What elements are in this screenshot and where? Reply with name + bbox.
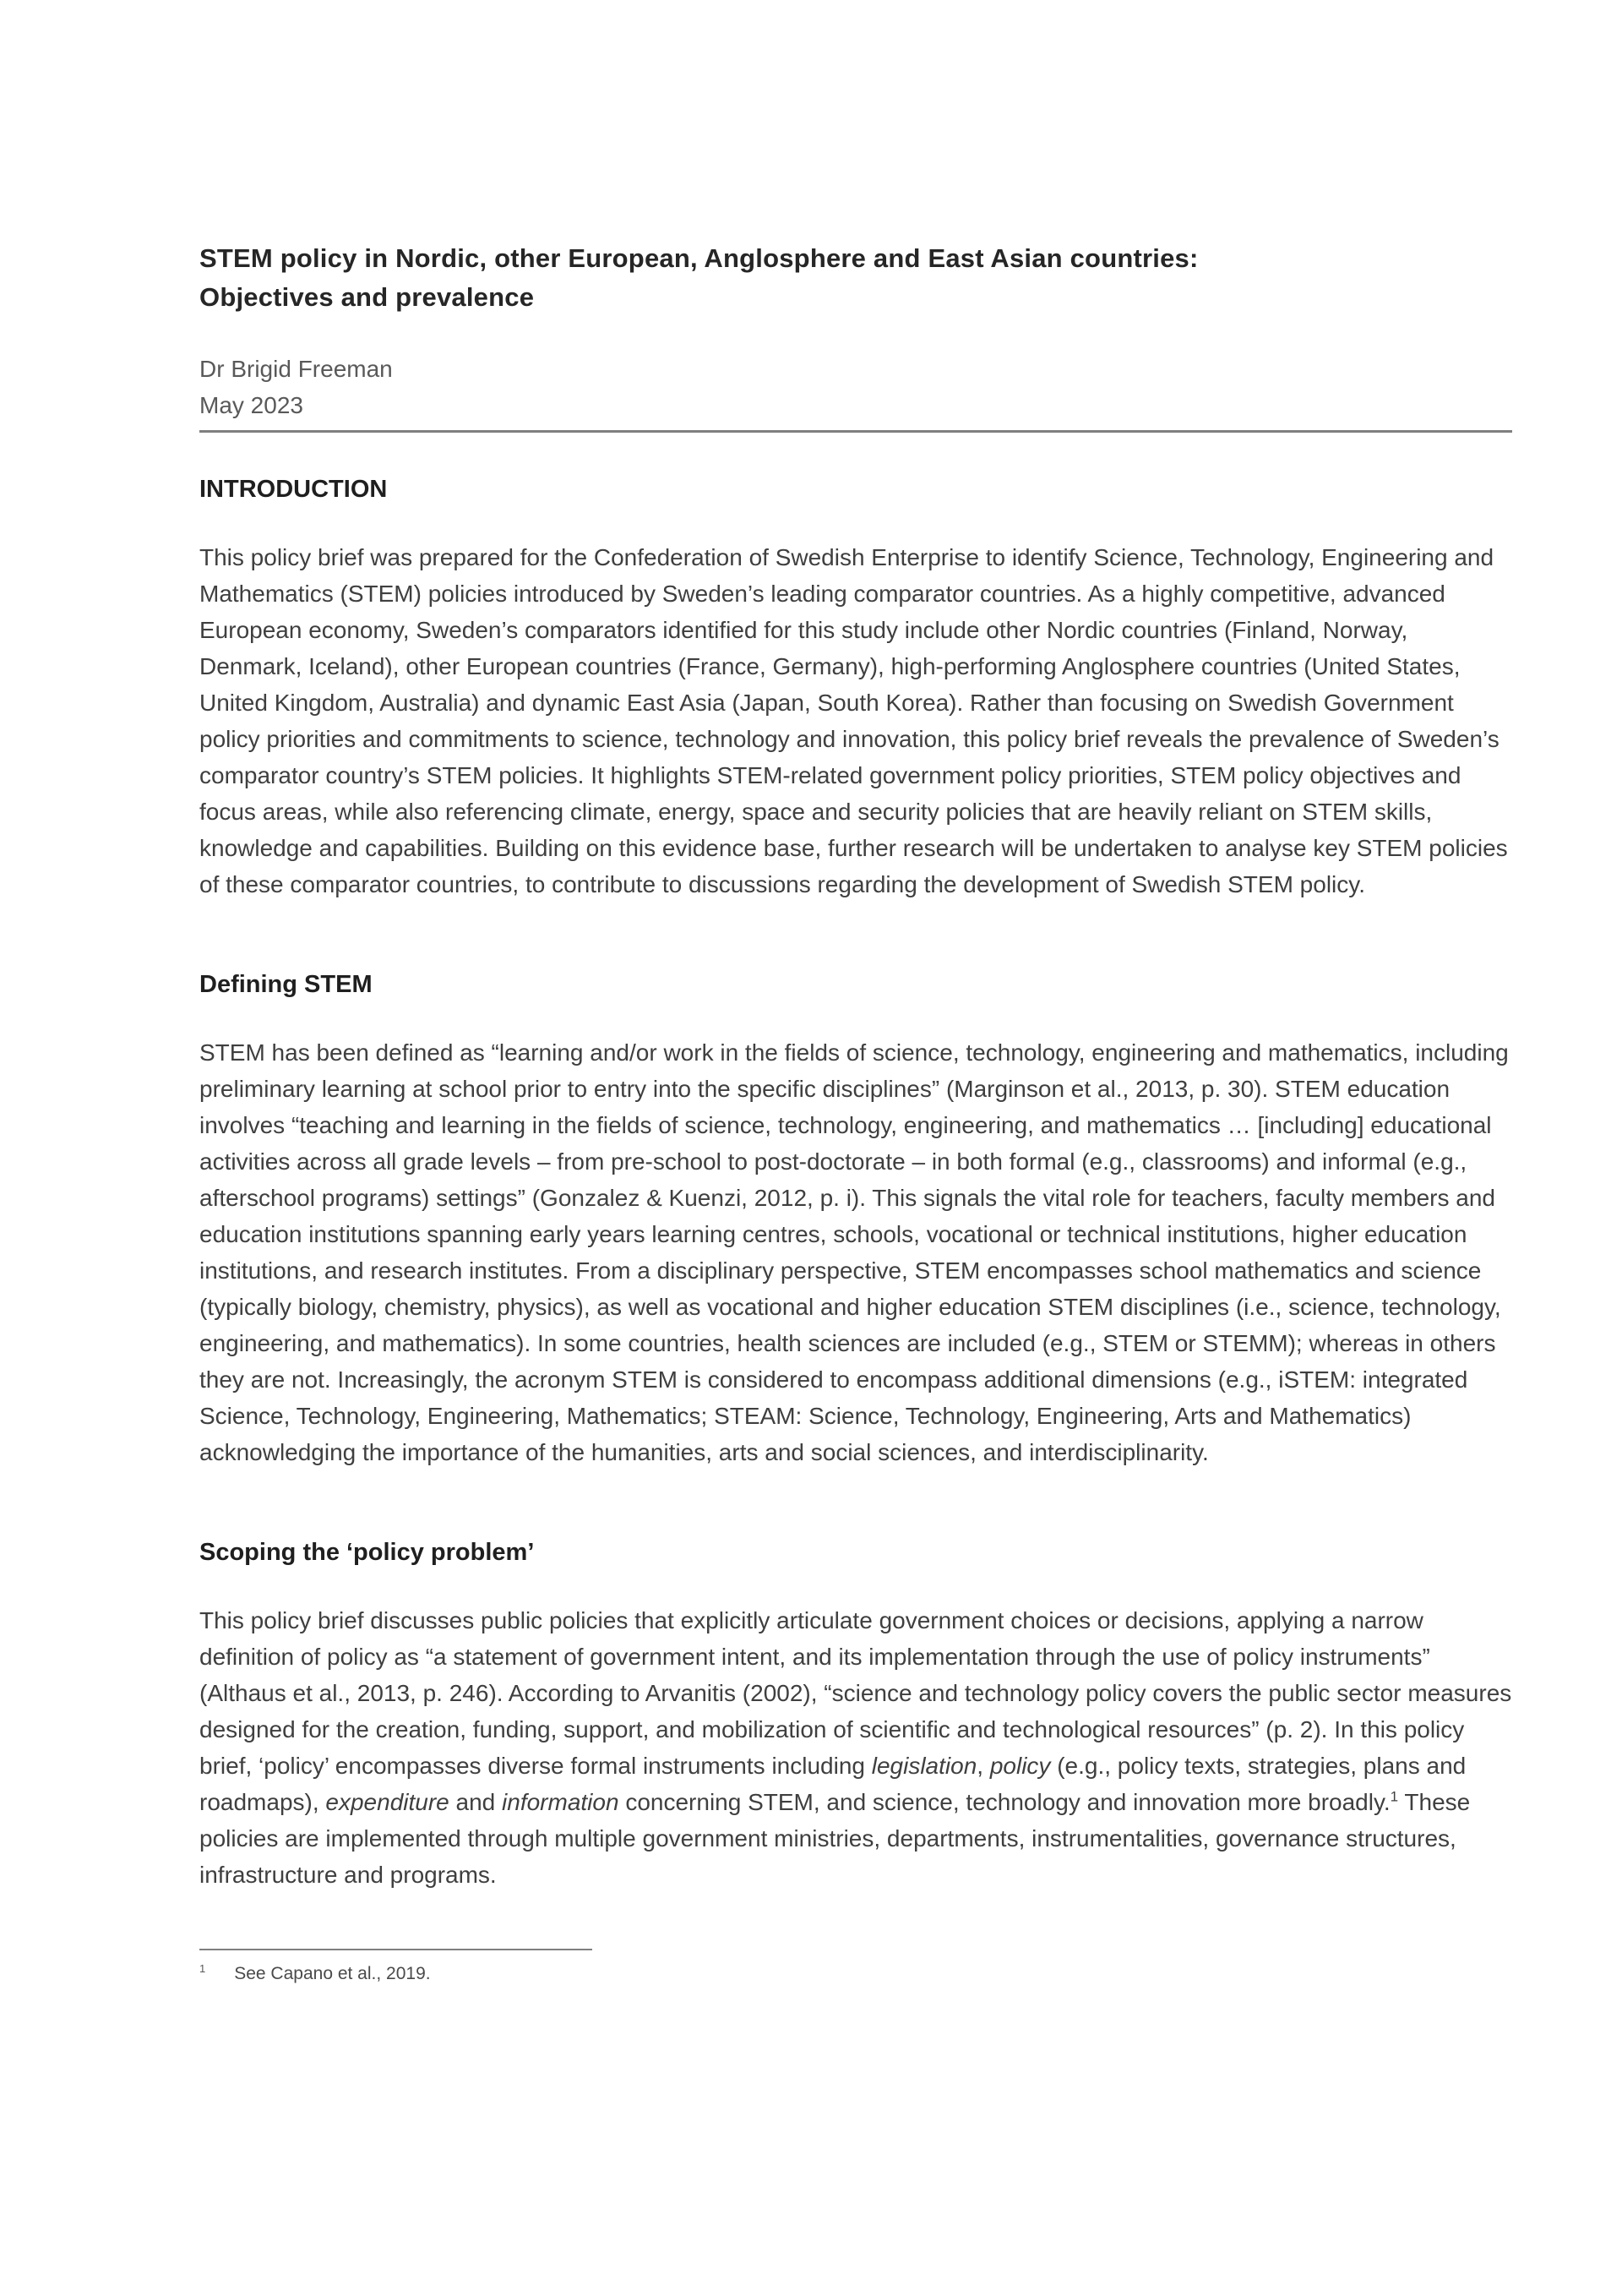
text-segment: concerning STEM, and science, technology and innovation more broadly. [618, 1789, 1391, 1815]
document-header [199, 239, 1512, 433]
text-segment: (e.g., policy texts, strategies, plans and roadmaps), [199, 1753, 1467, 1815]
italic-term: expenditure [325, 1789, 449, 1815]
italic-term: policy [989, 1753, 1051, 1779]
footnote-text: See Capano et al., 2019. [234, 1964, 431, 1983]
section-introduction [199, 473, 1512, 903]
document-title [199, 239, 1512, 317]
italic-term: legislation [871, 1753, 977, 1779]
section-scoping-policy-problem [199, 1536, 1512, 1893]
footnote-separator [199, 1949, 592, 1950]
footnote-area [199, 1949, 1512, 1985]
text-segment: This policy brief discusses public policies that explicitly articulate government choices or decisions, applying a narrow definition of policy as “a statement of government intent, and its implementation through the use of policy instruments” (Althaus et al., 2013, p. 246). According to Arvanitis (2002), “science and technology policy covers the public sector measures designed for the creation, funding, support, and mobilization of scientific and technological resources” (p. 2). In this policy brief, ‘policy’ encompasses diverse formal instruments including [199, 1607, 1512, 1779]
title-line-2: Objectives and prevalence [199, 282, 535, 312]
title-separator [199, 430, 1512, 433]
text-segment: , [977, 1753, 990, 1779]
footnote-marker: 1 [199, 1962, 206, 1975]
footnote-ref: 1 [1390, 1788, 1399, 1805]
paragraph-defining-stem: STEM has been defined as “learning and/or work in the fields of science, technology, engineering and mathematics, including preliminary learning at school prior to entry into the specific disciplines” (Marginson et al., 2013, p. 30). STEM education involves “teaching and learning in the fields of science, technology, engineering, and mathematics … [including] educational activities across all grade levels – from pre-school to post-doctorate – in both formal (e.g., classrooms) and informal (e.g., afterschool programs) settings” (Gonzalez & Kuenzi, 2012, p. i). This signals the vital role for teachers, faculty members and education institutions spanning early years learning centres, schools, vocational or technical institutions, higher education institutions, and research institutes. From a disciplinary perspective, STEM encompasses school mathematics and science (typically biology, chemistry, physics), as well as vocational and higher education STEM disciplines (i.e., science, technology, engineering, and mathematics). In some countries, health sciences are included (e.g., STEM or STEMM); whereas in others they are not. Increasingly, the acronym STEM is considered to encompass additional dimensions (e.g., iSTEM: integrated Science, Technology, Engineering, Mathematics; STEAM: Science, Technology, Engineering, Arts and Mathematics) acknowledging the importance of the humanities, arts and social sciences, and interdisciplinarity. [199, 1039, 1509, 1465]
italic-term: information [502, 1789, 619, 1815]
title-line-1: STEM policy in Nordic, other European, Anglosphere and East Asian countries: [199, 243, 1199, 273]
section-heading-introduction: INTRODUCTION [199, 476, 388, 503]
paragraph-introduction: This policy brief was prepared for the Confederation of Swedish Enterprise to identify Science, Technology, Engineering and Mathematics (STEM) policies introduced by Sweden’s leading comparator countries. As a highly competitive, advanced European economy, Sweden’s comparators identified for this study include other Nordic countries (Finland, Norway, Denmark, Iceland), other European countries (France, Germany), high-performing Anglosphere countries (United States, United Kingdom, Australia) and dynamic East Asia (Japan, South Korea). Rather than focusing on Swedish Government policy priorities and commitments to science, technology and innovation, this policy brief reveals the prevalence of Sweden’s comparator country’s STEM policies. It highlights STEM-related government policy priorities, STEM policy objectives and focus areas, while also referencing climate, energy, space and security policies that are heavily reliant on STEM skills, knowledge and capabilities. Building on this evidence base, further research will be undertaken to analyse key STEM policies of these comparator countries, to contribute to discussions regarding the development of Swedish STEM policy. [199, 544, 1508, 897]
section-heading-defining-stem: Defining STEM [199, 971, 373, 998]
paragraph-scoping-policy-problem [199, 1602, 1512, 1893]
text-segment: These policies are implemented through multiple government ministries, departments, instrumentalities, governance structures, infrastructure and programs. [199, 1789, 1471, 1888]
footnote [199, 1962, 1512, 1985]
text-segment: and [449, 1789, 503, 1815]
publication-date: May 2023 [199, 392, 303, 418]
section-defining-stem [199, 968, 1512, 1470]
author-name: Dr Brigid Freeman [199, 356, 393, 382]
byline-block [199, 351, 1512, 423]
section-heading-scoping-policy-problem: Scoping the ‘policy problem’ [199, 1539, 535, 1566]
